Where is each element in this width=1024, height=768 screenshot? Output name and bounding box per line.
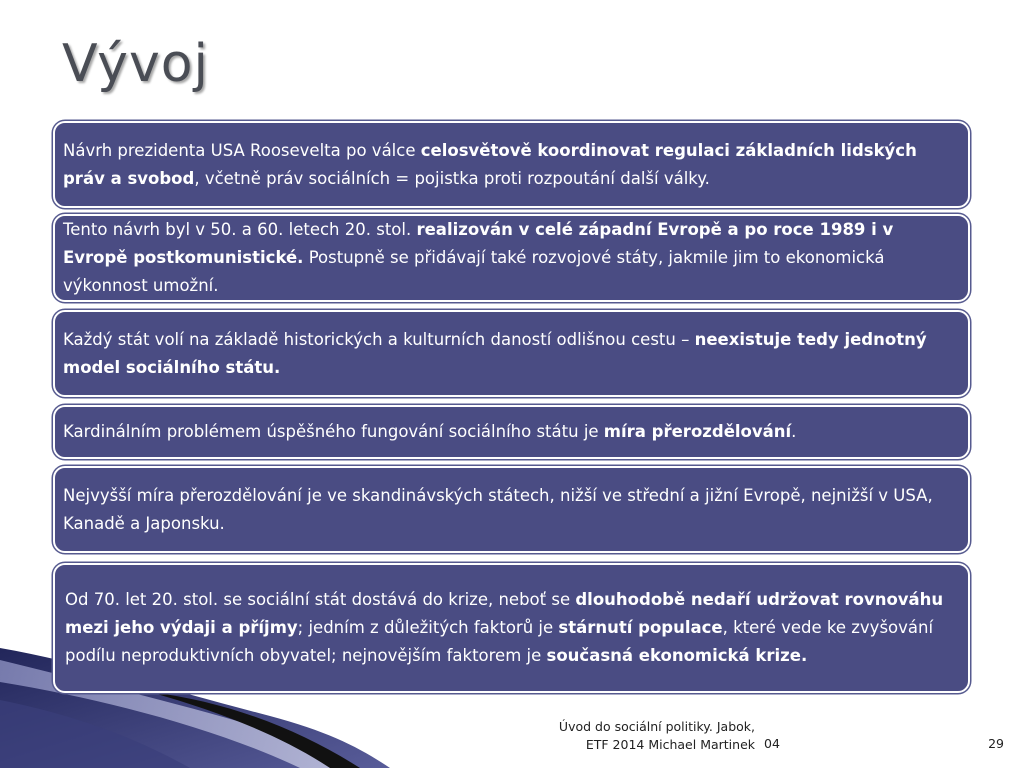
- text-box-2: [53, 214, 970, 302]
- text-box-5: [53, 466, 970, 553]
- footer-text: [520, 718, 755, 754]
- footer-line-1: Úvod do sociální politiky. Jabok,: [558, 719, 755, 734]
- text-box-1-text: Návrh prezidenta USA Roosevelta po válce celosvětově koordinovat regulaci základních lidských práv a svobod, včetně práv sociálních = pojistka proti rozpoutání další války.: [63, 140, 917, 188]
- text-box-3: [53, 310, 970, 397]
- footer-line-2: ETF 2014 Michael Martinek: [585, 737, 755, 752]
- text-box-2-text: Tento návrh byl v 50. a 60. letech 20. stol. realizován v celé západní Evropě a po roce 1989 i v Evropě postkomunistické. Postupně se přidávají také rozvojové státy, jakmile jim to ekonomická výkonnost umožní.: [63, 220, 894, 295]
- footer-number: 04: [764, 736, 780, 751]
- text-box-6: [53, 563, 970, 693]
- text-box-4: [53, 405, 970, 459]
- text-box-4-text: Kardinálním problémem úspěšného fungování sociálního státu je míra přerozdělování.: [63, 422, 797, 441]
- text-box-6-text: Od 70. let 20. stol. se sociální stát dostává do krize, neboť se dlouhodobě nedaří udržovat rovnováhu mezi jeho výdaji a příjmy; jedním z důležitých faktorů je stárnutí populace, které vede ke zvyšování podílu neproduktivních obyvatel; nejnovějším faktorem je současná ekonomická krize.: [65, 590, 944, 665]
- slide-title: Vývoj: [62, 34, 209, 94]
- text-box-1: [53, 121, 970, 208]
- text-box-5-text: Nejvyšší míra přerozdělování je ve skandinávských státech, nižší ve střední a jižní Evropě, nejnižší v USA, Kanadě a Japonsku.: [63, 485, 933, 533]
- page-number: 29: [988, 736, 1004, 751]
- text-box-3-text: Každý stát volí na základě historických a kulturních daností odlišnou cestu – neexistuje tedy jednotný model sociálního státu.: [63, 329, 927, 377]
